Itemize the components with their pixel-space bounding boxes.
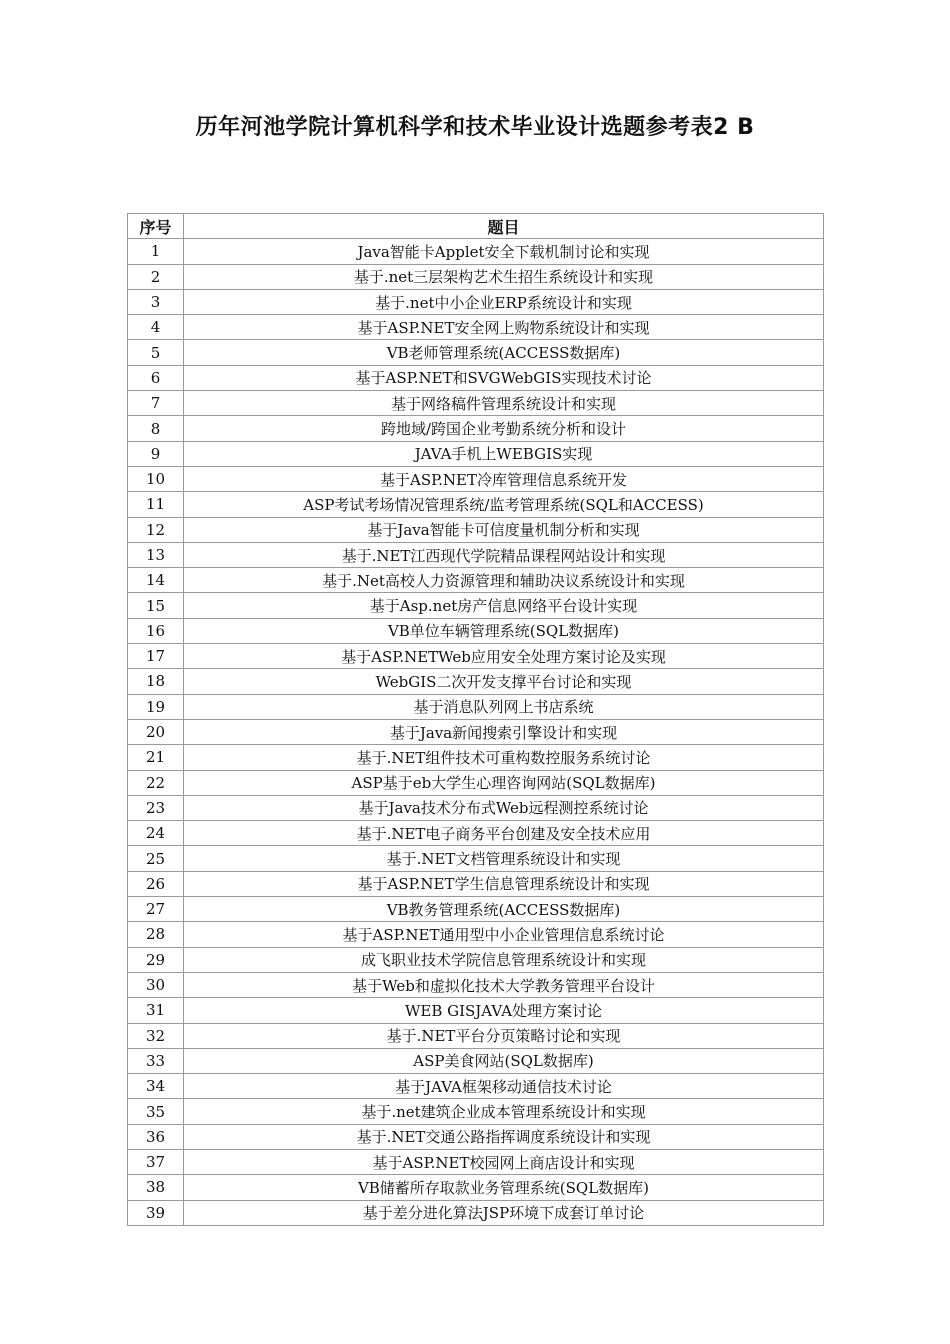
- row-topic: ASP美食网站(SQL数据库): [184, 1048, 824, 1073]
- table-header: [128, 214, 824, 239]
- row-topic: VB教务管理系统(ACCESS数据库): [184, 897, 824, 922]
- table-row: [128, 846, 824, 871]
- row-index: 24: [128, 821, 184, 846]
- row-topic: WEB GISJAVA处理方案讨论: [184, 998, 824, 1023]
- row-topic: 基于ASP.NETWeb应用安全处理方案讨论及实现: [184, 644, 824, 669]
- table-row: [128, 466, 824, 491]
- header-topic: 题目: [184, 214, 824, 239]
- table-row: [128, 264, 824, 289]
- table-row: [128, 897, 824, 922]
- row-index: 5: [128, 340, 184, 365]
- row-topic: 基于ASP.NET通用型中小企业管理信息系统讨论: [184, 922, 824, 947]
- row-index: 20: [128, 719, 184, 744]
- row-topic: 基于ASP.NET校园网上商店设计和实现: [184, 1149, 824, 1174]
- table-row: [128, 998, 824, 1023]
- table-row: [128, 770, 824, 795]
- row-index: 14: [128, 568, 184, 593]
- table-row: [128, 795, 824, 820]
- row-index: 35: [128, 1099, 184, 1124]
- row-topic: ASP基于eb大学生心理咨询网站(SQL数据库): [184, 770, 824, 795]
- table-row: [128, 694, 824, 719]
- table-row: [128, 644, 824, 669]
- page-title: 历年河池学院计算机科学和技术毕业设计选题参考表2 B: [195, 115, 755, 140]
- row-index: 22: [128, 770, 184, 795]
- row-topic: 基于.NET平台分页策略讨论和实现: [184, 1023, 824, 1048]
- row-index: 32: [128, 1023, 184, 1048]
- row-topic: 跨地域/跨国企业考勤系统分析和设计: [184, 416, 824, 441]
- row-topic: 基于.NET文档管理系统设计和实现: [184, 846, 824, 871]
- table-row: [128, 289, 824, 314]
- row-index: 2: [128, 264, 184, 289]
- row-index: 11: [128, 492, 184, 517]
- row-index: 27: [128, 897, 184, 922]
- table-row: [128, 972, 824, 997]
- row-topic: 基于Web和虚拟化技术大学教务管理平台设计: [184, 972, 824, 997]
- table-row: [128, 669, 824, 694]
- row-index: 3: [128, 289, 184, 314]
- table-row: [128, 441, 824, 466]
- row-index: 38: [128, 1175, 184, 1200]
- row-index: 10: [128, 466, 184, 491]
- row-index: 7: [128, 391, 184, 416]
- row-topic: 基于.net三层架构艺术生招生系统设计和实现: [184, 264, 824, 289]
- row-topic: Java智能卡Applet安全下载机制讨论和实现: [184, 239, 824, 264]
- row-topic: JAVA手机上WEBGIS实现: [184, 441, 824, 466]
- table-row: [128, 1023, 824, 1048]
- table-row: [128, 1074, 824, 1099]
- row-index: 21: [128, 745, 184, 770]
- table-row: [128, 517, 824, 542]
- row-topic: 基于.NET江西现代学院精品课程网站设计和实现: [184, 542, 824, 567]
- table-body: [128, 239, 824, 1226]
- table-row: [128, 315, 824, 340]
- row-index: 13: [128, 542, 184, 567]
- row-topic: 基于Java技术分布式Web远程测控系统讨论: [184, 795, 824, 820]
- row-index: 17: [128, 644, 184, 669]
- row-index: 29: [128, 947, 184, 972]
- table-row: [128, 568, 824, 593]
- table-row: [128, 745, 824, 770]
- table-row: [128, 1124, 824, 1149]
- table-row: [128, 947, 824, 972]
- row-index: 39: [128, 1200, 184, 1225]
- row-index: 30: [128, 972, 184, 997]
- table-row: [128, 365, 824, 390]
- table-row: [128, 922, 824, 947]
- row-topic: VB单位车辆管理系统(SQL数据库): [184, 618, 824, 643]
- row-index: 12: [128, 517, 184, 542]
- header-row: [128, 214, 824, 239]
- row-topic: 基于ASP.NET冷库管理信息系统开发: [184, 466, 824, 491]
- table-row: [128, 416, 824, 441]
- row-topic: 基于ASP.NET和SVGWebGIS实现技术讨论: [184, 365, 824, 390]
- table-row: [128, 719, 824, 744]
- row-index: 4: [128, 315, 184, 340]
- row-topic: ASP考试考场情况管理系统/监考管理系统(SQL和ACCESS): [184, 492, 824, 517]
- table-row: [128, 542, 824, 567]
- row-index: 31: [128, 998, 184, 1023]
- row-index: 9: [128, 441, 184, 466]
- row-index: 6: [128, 365, 184, 390]
- table-row: [128, 593, 824, 618]
- row-index: 8: [128, 416, 184, 441]
- row-index: 36: [128, 1124, 184, 1149]
- row-index: 26: [128, 871, 184, 896]
- row-topic: 基于网络稿件管理系统设计和实现: [184, 391, 824, 416]
- row-index: 18: [128, 669, 184, 694]
- row-topic: 基于JAVA框架移动通信技术讨论: [184, 1074, 824, 1099]
- row-index: 23: [128, 795, 184, 820]
- row-topic: 基于Asp.net房产信息网络平台设计实现: [184, 593, 824, 618]
- table-row: [128, 391, 824, 416]
- table-row: [128, 1175, 824, 1200]
- row-topic: 基于ASP.NET安全网上购物系统设计和实现: [184, 315, 824, 340]
- row-topic: 基于ASP.NET学生信息管理系统设计和实现: [184, 871, 824, 896]
- row-index: 28: [128, 922, 184, 947]
- table-row: [128, 821, 824, 846]
- header-index: 序号: [128, 214, 184, 239]
- row-topic: 基于消息队列网上书店系统: [184, 694, 824, 719]
- row-topic: 基于.NET电子商务平台创建及安全技术应用: [184, 821, 824, 846]
- row-topic: VB储蓄所存取款业务管理系统(SQL数据库): [184, 1175, 824, 1200]
- table-row: [128, 1048, 824, 1073]
- row-topic: 基于.net建筑企业成本管理系统设计和实现: [184, 1099, 824, 1124]
- row-topic: 基于差分进化算法JSP环境下成套订单讨论: [184, 1200, 824, 1225]
- table-row: [128, 239, 824, 264]
- row-index: 1: [128, 239, 184, 264]
- row-index: 16: [128, 618, 184, 643]
- table-row: [128, 492, 824, 517]
- row-topic: VB老师管理系统(ACCESS数据库): [184, 340, 824, 365]
- row-topic: WebGIS二次开发支撑平台讨论和实现: [184, 669, 824, 694]
- topics-table: [127, 213, 824, 1226]
- row-index: 25: [128, 846, 184, 871]
- table-row: [128, 1099, 824, 1124]
- row-index: 15: [128, 593, 184, 618]
- row-topic: 基于Java新闻搜索引擎设计和实现: [184, 719, 824, 744]
- row-topic: 基于.NET交通公路指挥调度系统设计和实现: [184, 1124, 824, 1149]
- row-index: 33: [128, 1048, 184, 1073]
- row-topic: 成飞职业技术学院信息管理系统设计和实现: [184, 947, 824, 972]
- row-index: 34: [128, 1074, 184, 1099]
- table-row: [128, 1200, 824, 1225]
- table-row: [128, 618, 824, 643]
- table-row: [128, 871, 824, 896]
- row-topic: 基于.Net高校人力资源管理和辅助决议系统设计和实现: [184, 568, 824, 593]
- row-topic: 基于Java智能卡可信度量机制分析和实现: [184, 517, 824, 542]
- table-row: [128, 340, 824, 365]
- row-index: 19: [128, 694, 184, 719]
- row-topic: 基于.net中小企业ERP系统设计和实现: [184, 289, 824, 314]
- table-row: [128, 1149, 824, 1174]
- row-topic: 基于.NET组件技术可重构数控服务系统讨论: [184, 745, 824, 770]
- row-index: 37: [128, 1149, 184, 1174]
